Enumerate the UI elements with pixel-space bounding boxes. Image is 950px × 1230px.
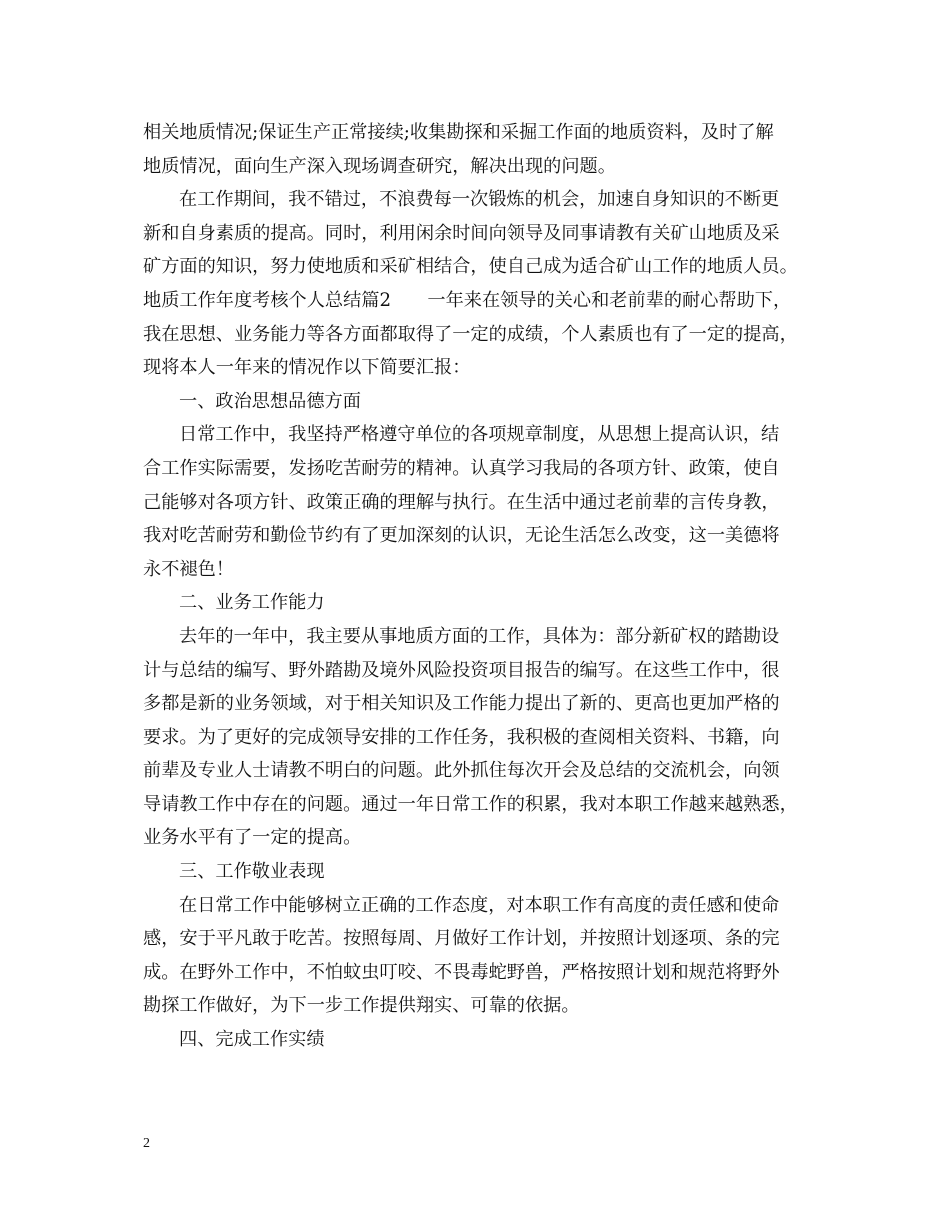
text-line: 合工作实际需要，发扬吃苦耐劳的精神。认真学习我局的各项方针、政策，使自 (143, 457, 780, 479)
text-line: 计与总结的编写、野外踏勘及境外风险投资项目报告的编写。在这些工作中，很 (143, 659, 780, 681)
section-heading-politics: 一、政治思想品德方面 (179, 390, 361, 412)
page-number: 2 (143, 1136, 150, 1151)
text-line: 在工作期间，我不错过，不浪费每一次锻炼的机会，加速自身知识的不断更 (179, 189, 780, 211)
text-line: 去年的一年中，我主要从事地质方面的工作，具体为：部分新矿权的踏勘设 (179, 625, 780, 647)
text-line: 地质情况，面向生产深入现场调查研究，解决出现的问题。 (143, 155, 616, 177)
document-body (143, 116, 805, 1057)
text-line: 前辈及专业人士请教不明白的问题。此外抓住每次开会及总结的交流机会，向领 (143, 760, 780, 782)
text-line: 多都是新的业务领域，对于相关知识及工作能力提出了新的、更高也更加严格的 (143, 693, 780, 715)
text-line: 在日常工作中能够树立正确的工作态度，对本职工作有高度的责任感和使命 (179, 894, 780, 916)
section-heading-business: 二、业务工作能力 (179, 592, 325, 614)
text-line: 相关地质情况;保证生产正常接续;收集勘探和采掘工作面的地质资料，及时了解 (143, 122, 774, 143)
text-line: 日常工作中，我坚持严格遵守单位的各项规章制度，从思想上提高认识，结 (179, 424, 780, 446)
section-heading-dedication: 三、工作敬业表现 (179, 861, 325, 883)
text-line: 永不褪色！ (143, 558, 234, 580)
text-line: 感，安于平凡敢于吃苦。按照每周、月做好工作计划，并按照计划逐项、条的完 (143, 928, 780, 950)
text-line: 矿方面的知识，努力使地质和采矿相结合，使自己成为适合矿山工作的地质人员。 (143, 256, 798, 278)
text-line: 勘探工作做好，为下一步工作提供翔实、可靠的依据。 (143, 995, 580, 1017)
section-heading-achievements: 四、完成工作实绩 (179, 1029, 325, 1051)
text-line: 己能够对各项方针、政策正确的理解与执行。在生活中通过老前辈的言传身教， (143, 491, 780, 513)
text-line: 现将本人一年来的情况作以下简要汇报： (143, 357, 471, 379)
text-line: 我对吃苦耐劳和勤俭节约有了更加深刻的认识，无论生活怎么改变，这一美德将 (143, 525, 780, 547)
text-line: 要求。为了更好的完成领导安排的工作任务，我积极的查阅相关资料、书籍，向 (143, 726, 780, 748)
section-title-line: 地质工作年度考核个人总结篇2 一年来在领导的关心和老前辈的耐心帮助下， (143, 289, 792, 311)
text-line: 我在思想、业务能力等各方面都取得了一定的成绩，个人素质也有了一定的提高， (143, 323, 798, 345)
text-line: 成。在野外工作中，不怕蚊虫叮咬、不畏毒蛇野兽，严格按照计划和规范将野外 (143, 961, 780, 983)
text-line: 新和自身素质的提高。同时，利用闲余时间向领导及同事请教有关矿山地质及采 (143, 222, 780, 244)
text-line: 业务水平有了一定的提高。 (143, 827, 362, 849)
text-line: 导请教工作中存在的问题。通过一年日常工作的积累，我对本职工作越来越熟悉， (143, 793, 798, 815)
